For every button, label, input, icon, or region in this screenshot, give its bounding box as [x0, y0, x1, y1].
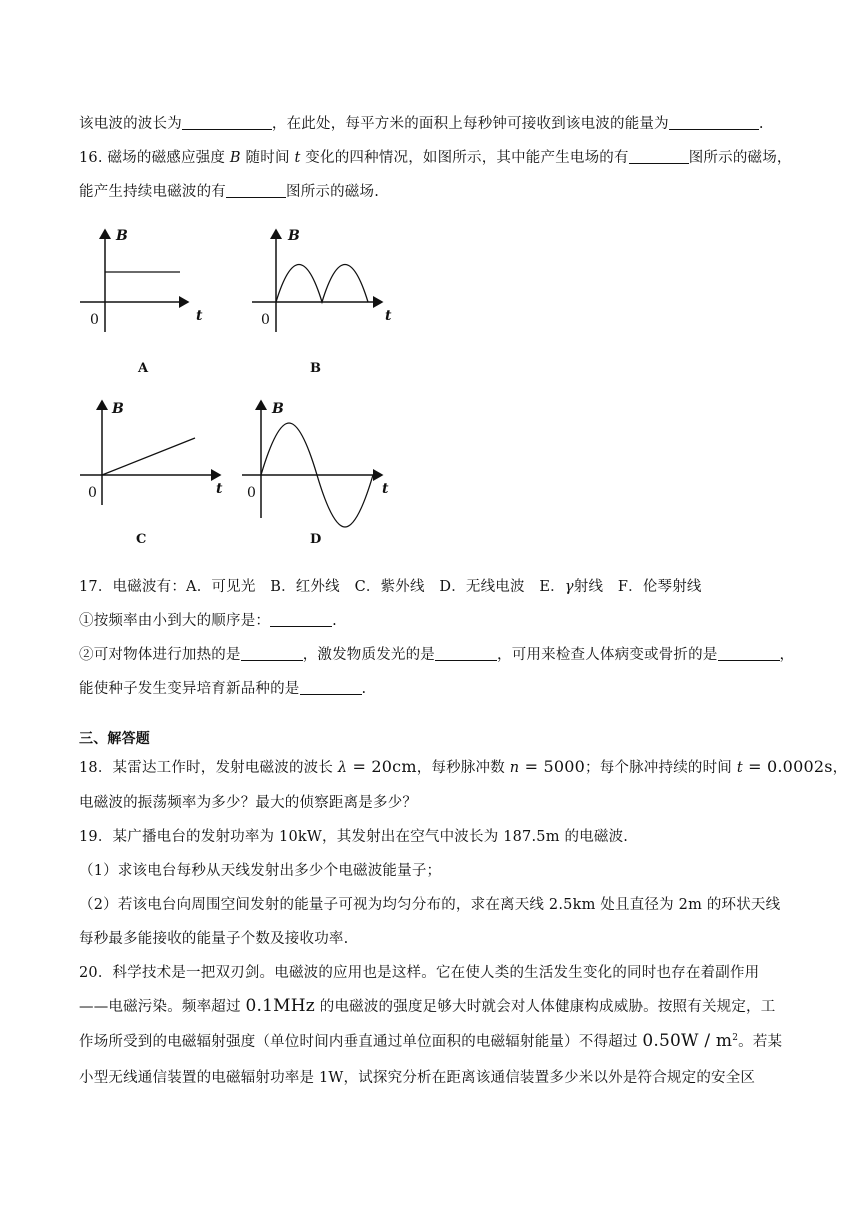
- q20-line3: 作场所受到的电磁辐射强度（单位时间内垂直通过单位面积的电磁辐射能量）不得超过 $0.50W / m^2$。若某: [79, 1031, 783, 1051]
- q17-line2: ①按频率由小到大的顺序是： .: [79, 613, 337, 629]
- q15-tail-line: 该电波的波长为 ，在此处，每平方米的面积上每秒钟可接收到该电波的能量为 .: [79, 116, 764, 132]
- x-axis-label: t: [196, 308, 203, 324]
- q20-line1: 20．科学技术是一把双刃剑。电磁波的应用也是这样。它在使人类的生活发生变化的同时也存在着副作用: [79, 965, 760, 981]
- q20-line2: ——电磁污染。频率超过 0.1MHz 的电磁波的强度足够大时就会对人体健康构成威胁。按照有关规定，工: [79, 996, 776, 1016]
- graph-b: [252, 222, 392, 377]
- q18-line2: 电磁波的振荡频率为多少？最大的侦察距离是多少？: [79, 795, 418, 811]
- answer-blank[interactable]: [241, 646, 303, 661]
- y-axis-label: B: [112, 401, 124, 417]
- q17-line1: 17．电磁波有：A．可见光 B．红外线 C．紫外线 D．无线电波 E．γ射线 F．伦琴射线: [79, 579, 702, 595]
- q19-line4: 每秒最多能接收的能量子个数及接收功率.: [79, 931, 349, 947]
- graph-caption: C: [136, 532, 147, 547]
- y-axis-label: B: [116, 228, 128, 244]
- graph-caption: A: [138, 361, 149, 376]
- origin-label: 0: [90, 312, 99, 328]
- curve-linear: [102, 438, 195, 475]
- y-axis-label: B: [288, 228, 300, 244]
- answer-blank[interactable]: [300, 680, 362, 695]
- q16-line2: 能产生持续电磁波的有 图所示的磁场.: [79, 184, 380, 200]
- answer-blank[interactable]: [182, 115, 272, 130]
- origin-label: 0: [261, 312, 270, 328]
- q19-line2: （1）求该电台每秒从天线发射出多少个电磁波能量子；: [79, 863, 442, 879]
- q17-line4: 能使种子发生变异培育新品种的是 .: [79, 681, 367, 697]
- answer-blank[interactable]: [435, 646, 497, 661]
- answer-blank[interactable]: [270, 612, 332, 627]
- curve-rectified-sine: [276, 265, 368, 303]
- graph-c: [80, 393, 230, 548]
- y-axis-label: B: [272, 401, 284, 417]
- q17-line3: ②可对物体进行加热的是 ，激发物质发光的是 ，可用来检查人体病变或骨折的是 ，: [79, 647, 795, 663]
- origin-label: 0: [247, 485, 256, 501]
- answer-blank[interactable]: [718, 646, 780, 661]
- graph-caption: D: [310, 532, 322, 547]
- q19-line1: 19．某广播电台的发射功率为 10kW，其发射出在空气中波长为 187.5m 的电磁波.: [79, 829, 629, 845]
- x-axis-label: t: [216, 481, 223, 497]
- origin-label: 0: [88, 485, 97, 501]
- answer-blank[interactable]: [669, 115, 759, 130]
- q19-line3: （2）若该电台向周围空间发射的能量子可视为均匀分布的，求在离天线 2.5km 处且直径为 2m 的环状天线: [79, 897, 781, 913]
- q18-line1: 18．某雷达工作时，发射电磁波的波长 λ = 20cm，每秒脉冲数 n = 5000；每个脉冲持续的时间 t = 0.0002s，: [79, 757, 848, 776]
- graph-a: [80, 222, 210, 377]
- x-axis-label: t: [385, 308, 392, 324]
- answer-blank[interactable]: [226, 183, 286, 198]
- section-heading: 三、解答题: [79, 731, 150, 747]
- q20-line4: 小型无线通信装置的电磁辐射功率是 1W，试探究分析在距离该通信装置多少米以外是符合规定的安全区: [79, 1070, 756, 1086]
- graph-d: [242, 393, 392, 548]
- q16-line1: 16. 磁场的磁感应强度 B 随时间 t 变化的四种情况，如图所示，其中能产生电场的有 图所示的磁场，: [79, 150, 792, 166]
- x-axis-label: t: [382, 481, 389, 497]
- graph-caption: B: [310, 361, 321, 376]
- answer-blank[interactable]: [629, 149, 689, 164]
